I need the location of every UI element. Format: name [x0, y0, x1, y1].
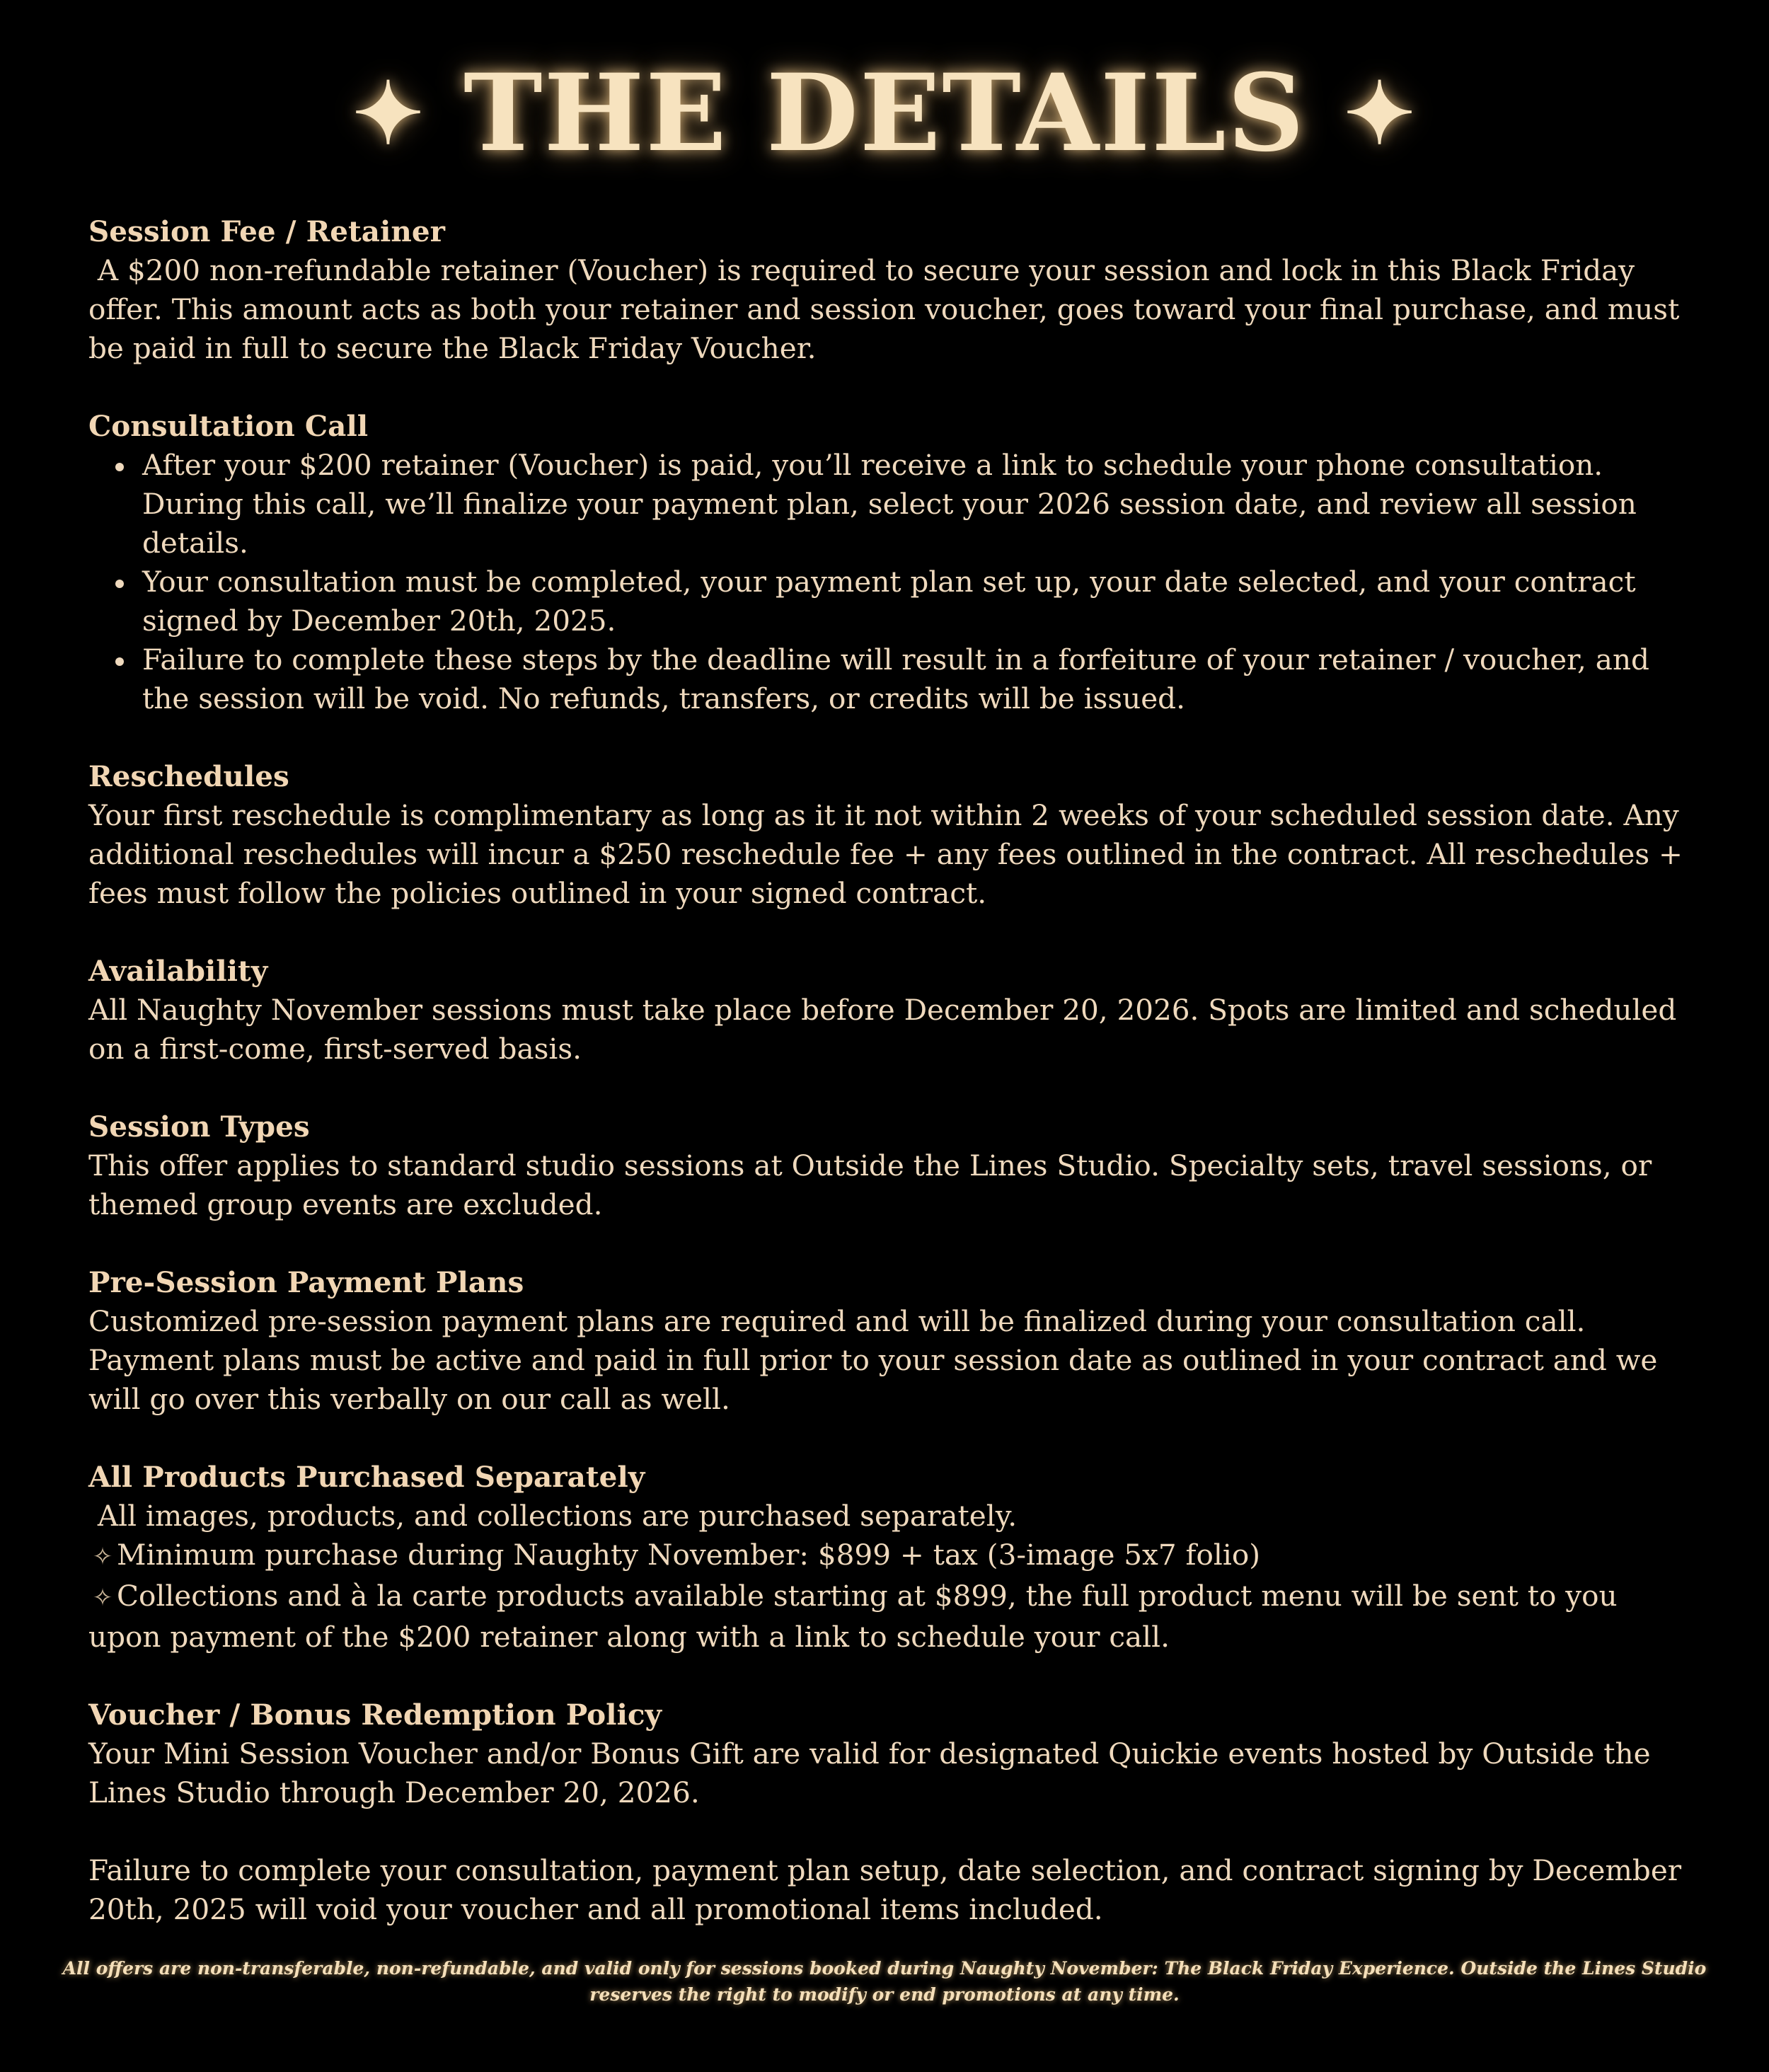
section-heading: All Products Purchased Separately: [88, 1460, 645, 1494]
section-availability: [88, 952, 1688, 1069]
section-heading: Session Fee / Retainer: [88, 214, 445, 248]
sparkle-right-icon: ✦: [1344, 64, 1417, 163]
details-content: [88, 212, 1688, 1968]
section-heading: Voucher / Bonus Redemption Policy: [88, 1698, 662, 1732]
section-closing: [88, 1851, 1688, 1929]
section-consultation: [88, 407, 1688, 718]
section-body: This offer applies to standard studio sessions at Outside the Lines Studio. Specialty sets, travel sessions, or themed group events are excluded.: [88, 1149, 1652, 1221]
sparkle-star-icon: ✧: [92, 1543, 113, 1571]
page-title: [0, 50, 1769, 178]
product-item: [88, 1536, 1688, 1577]
list-item: After your $200 retainer (Voucher) is paid, you’ll receive a link to schedule your phone consultation. During this call, we’ll finalize your payment plan, select your 2026 session date, and review all session details.: [142, 446, 1688, 563]
products-intro: All images, products, and collections are purchased separately.: [88, 1499, 1018, 1533]
footer-disclaimer: All offers are non-transferable, non-refundable, and valid only for sessions booked during Naughty November: The Black Friday Experience. Outside the Lines Studio reserves the right to modify or end promotions at any time.: [62, 1958, 1707, 2005]
sparkle-left-icon: ✦: [352, 64, 425, 163]
product-item-text: Collections and à la carte products available starting at $899, the full product menu will be sent to you upon payment of the $200 retainer along with a link to schedule your call.: [88, 1579, 1618, 1654]
section-voucher-policy: [88, 1696, 1688, 1812]
list-item: Your consultation must be completed, your payment plan set up, your date selected, and your contract signed by December 20th, 2025.: [142, 563, 1688, 640]
section-body: Your first reschedule is complimentary as long as it it not within 2 weeks of your scheduled session date. Any additional reschedules will incur a $250 reschedule fee + any fees outlined in the contract. All reschedules + fees must follow the policies outlined in your signed contract.: [88, 798, 1683, 910]
consultation-bullet-list: [88, 446, 1688, 718]
section-reschedules: [88, 757, 1688, 913]
section-heading: Consultation Call: [88, 409, 369, 443]
section-heading: Reschedules: [88, 759, 289, 793]
product-item-text: Minimum purchase during Naughty November: $899 + tax (3-image 5x7 folio): [117, 1538, 1261, 1572]
section-body: All Naughty November sessions must take place before December 20, 2026. Spots are limited and scheduled on a first-come, first-served basis.: [88, 993, 1677, 1066]
section-body: Your Mini Session Voucher and/or Bonus Gift are valid for designated Quickie events hosted by Outside the Lines Studio through December 20, 2026.: [88, 1737, 1651, 1809]
section-session-types: [88, 1107, 1688, 1224]
section-heading: Pre-Session Payment Plans: [88, 1265, 524, 1299]
section-retainer: [88, 212, 1688, 368]
section-body: A $200 non-refundable retainer (Voucher) is required to secure your session and lock in this Black Friday offer. This amount acts as both your retainer and session voucher, goes toward your final purchase, and must be paid in full to secure the Black Friday Voucher.: [88, 253, 1689, 365]
page-title-text: THE DETAILS: [463, 51, 1306, 175]
section-payment-plans: [88, 1263, 1688, 1419]
section-heading: Session Types: [88, 1110, 310, 1144]
list-item: Failure to complete these steps by the deadline will result in a forfeiture of your retainer / voucher, and the session will be void. No refunds, transfers, or credits will be issued.: [142, 640, 1688, 718]
section-heading: Availability: [88, 954, 268, 988]
sparkle-star-icon: ✧: [92, 1584, 113, 1612]
section-products: [88, 1458, 1688, 1657]
section-body: Customized pre-session payment plans are required and will be finalized during your consultation call. Payment plans must be active and paid in full prior to your session date as outlined in your contract and we will go over this verbally on our call as well.: [88, 1304, 1658, 1416]
product-item: [88, 1577, 1688, 1657]
closing-notice: Failure to complete your consultation, payment plan setup, date selection, and contract signing by December 20th, 2025 will void your voucher and all promotional items included.: [88, 1853, 1682, 1926]
